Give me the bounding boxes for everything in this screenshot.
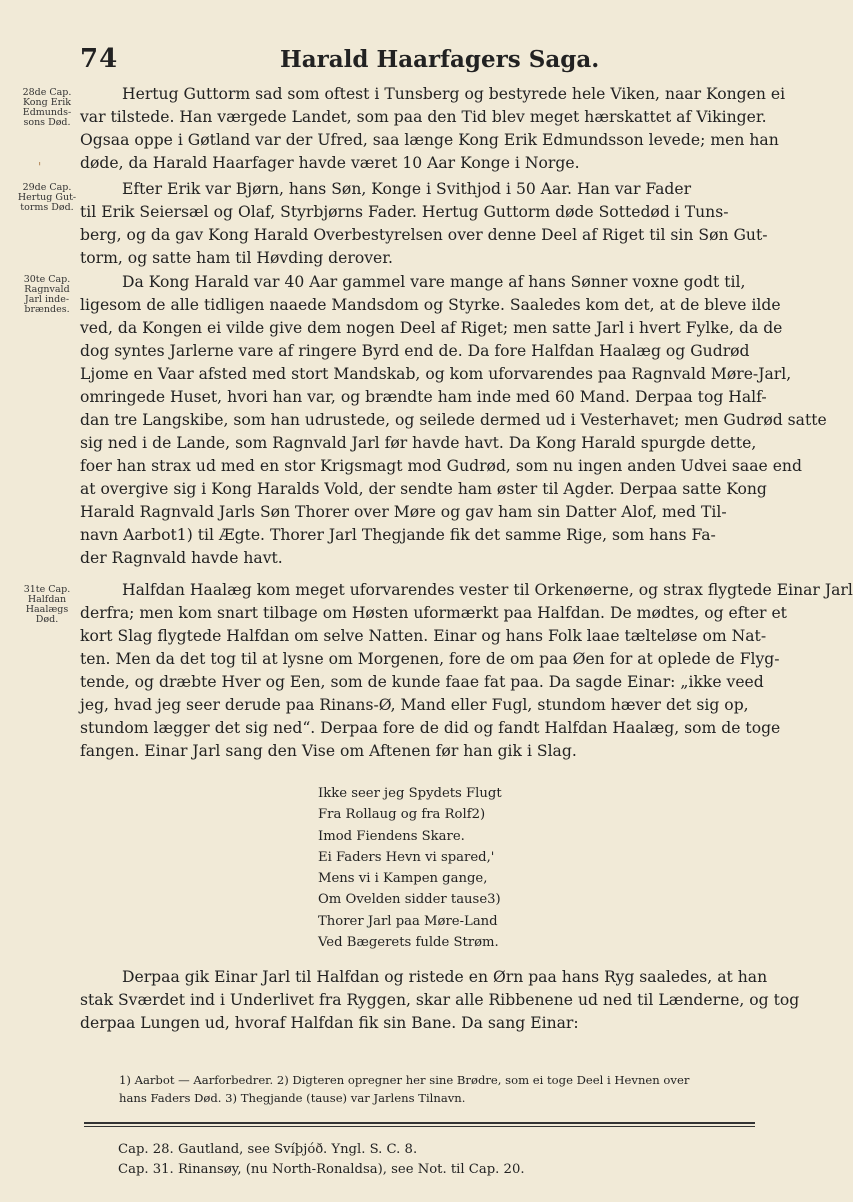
text-line: at overgive sig i Kong Haralds Vold, der sendte ham øster til Agder. Derpaa satte Kong: [80, 480, 767, 498]
text-line: derfra; men kom snart tilbage om Høsten uformærkt paa Halfdan. De mødtes, og efter et: [80, 604, 787, 622]
poem-verse: [318, 783, 502, 953]
margin-note-line: sons Død.: [23, 117, 71, 128]
text-line: omringede Huset, hvori han var, og brændte ham inde med 60 Mand. Derpaa tog Half-: [80, 388, 767, 406]
closing-paragraph: [80, 966, 800, 1035]
text-line: Halfdan Haalæg kom meget uforvarendes vester til Orkenøerne, og strax flygtede Einar Jarl: [122, 581, 853, 599]
stray-mark: ': [38, 160, 42, 174]
reference-line: Cap. 28. Gautland, see Svíþjóð. Yngl. S. C. 8.: [118, 1142, 418, 1157]
chapter-references: [118, 1140, 758, 1180]
margin-note-line: Edmunds-: [22, 107, 72, 118]
margin-note-cap-28: [14, 88, 80, 128]
reference-line: Cap. 31. Rinansøy, (nu North-Ronaldsa), see Not. til Cap. 20.: [118, 1162, 525, 1177]
margin-note-cap-30: [14, 275, 80, 315]
text-line: Harald Ragnvald Jarls Søn Thorer over Møre og gav ham sin Datter Alof, med Til-: [80, 503, 727, 521]
text-line: berg, og da gav Kong Harald Overbestyrelsen over denne Deel af Riget til sin Søn Gut-: [80, 226, 768, 244]
poem-line: Om Ovelden sidder tause3): [318, 892, 501, 908]
text-line: fangen. Einar Jarl sang den Vise om Aftenen før han gik i Slag.: [80, 742, 577, 760]
footnote-line: hans Faders Død. 3) Thegjande (tause) var Jarlens Tilnavn.: [119, 1091, 466, 1105]
footnotes: [119, 1071, 759, 1107]
poem-line: Ikke seer jeg Spydets Flugt: [318, 786, 502, 801]
chapter-30-text: [80, 271, 827, 570]
text-line: torm, og satte ham til Høvding derover.: [80, 249, 393, 267]
footnote-line: 1) Aarbot — Aarforbedrer. 2) Digteren opregner her sine Brødre, som ei toge Deel i Hevnen over: [119, 1073, 690, 1087]
text-line: Derpaa gik Einar Jarl til Halfdan og ristede en Ørn paa hans Ryg saaledes, at han: [122, 968, 768, 986]
text-line: navn Aarbot1) til Ægte. Thorer Jarl Thegjande fik det samme Rige, som hans Fa-: [80, 526, 716, 544]
text-line: stak Sværdet ind i Underlivet fra Ryggen, skar alle Ribbenene ud ned til Lænderne, og tog: [80, 991, 800, 1009]
margin-note-line: 31te Cap.: [23, 584, 71, 595]
poem-line: Thorer Jarl paa Møre-Land: [318, 913, 498, 929]
text-line: stundom lægger det sig ned“. Derpaa fore de did og fandt Halfdan Haalæg, som de toge: [80, 719, 781, 737]
poem-line: Mens vi i Kampen gange,: [318, 871, 488, 887]
text-line: Efter Erik var Bjørn, hans Søn, Konge i Svithjod i 50 Aar. Han var Fader: [122, 180, 692, 198]
margin-note-line: Halfdan: [27, 594, 67, 605]
text-line: var tilstede. Han værgede Landet, som paa den Tid blev meget hærskattet af Vikinger.: [80, 108, 767, 126]
margin-note-line: Kong Erik: [22, 97, 72, 108]
text-line: jeg, hvad jeg seer derude paa Rinans-Ø, Mand eller Fugl, stundom hæver det sig op,: [80, 696, 749, 714]
margin-note-line: torms Død.: [20, 202, 74, 213]
text-line: Ljome en Vaar afsted med stort Mandskab, og kom uforvarendes paa Ragnvald Møre-Jarl,: [80, 365, 792, 383]
chapter-31-text: [80, 579, 853, 763]
running-title: Harald Haarfagers Saga.: [280, 46, 600, 73]
margin-note-cap-29: [14, 183, 80, 213]
text-line: til Erik Seiersæl og Olaf, Styrbjørns Fader. Hertug Guttorm døde Sottedød i Tuns-: [80, 203, 729, 221]
text-line: derpaa Lungen ud, hvoraf Halfdan fik sin Bane. Da sang Einar:: [80, 1014, 579, 1032]
text-line: Hertug Guttorm sad som oftest i Tunsberg og bestyrede hele Viken, naar Kongen ei: [122, 85, 786, 103]
text-line: foer han strax ud med en stor Krigsmagt mod Gudrød, som nu ingen anden Udvei saae end: [80, 457, 802, 475]
text-line: sig ned i de Lande, som Ragnvald Jarl før havde havt. Da Kong Harald spurgde dette,: [80, 434, 757, 452]
margin-note-line: 28de Cap.: [22, 87, 72, 98]
text-line: ved, da Kongen ei vilde give dem nogen Deel af Riget; men satte Jarl i hvert Fylke, da de: [80, 319, 783, 337]
chapter-28-text: [80, 83, 786, 175]
margin-note-line: brændes.: [24, 304, 70, 315]
page-number: 74: [80, 44, 119, 74]
poem-line: Imod Fiendens Skare.: [318, 828, 465, 844]
margin-note-line: Jarl inde-: [24, 294, 70, 305]
margin-note-line: 29de Cap.: [22, 182, 72, 193]
divider-rule: [84, 1122, 755, 1124]
text-line: døde, da Harald Haarfager havde været 10 Aar Konge i Norge.: [80, 154, 580, 172]
text-line: Ogsaa oppe i Gøtland var der Ufred, saa længe Kong Erik Edmundsson levede; men han: [80, 131, 779, 149]
text-line: dan tre Langskibe, som han udrustede, og seilede dermed ud i Vesterhavet; men Gudrød satte: [80, 411, 827, 429]
page-header: [0, 44, 771, 78]
margin-note-cap-31: [14, 585, 80, 625]
poem-line: Ei Faders Hevn vi spared,': [318, 849, 495, 865]
text-line: tende, og dræbte Hver og Een, som de kunde faae fat paa. Da sagde Einar: „ikke veed: [80, 673, 764, 691]
margin-note-line: Død.: [35, 614, 59, 625]
margin-note-line: Haalægs: [25, 604, 69, 615]
margin-note-line: Hertug Gut-: [17, 192, 77, 203]
text-line: Da Kong Harald var 40 Aar gammel vare mange af hans Sønner voxne godt til,: [122, 273, 746, 291]
chapter-29-text: [80, 178, 768, 270]
text-line: der Ragnvald havde havt.: [80, 549, 283, 567]
margin-note-line: Ragnvald: [24, 284, 70, 295]
text-line: ligesom de alle tidligen naaede Mandsdom og Styrke. Saaledes kom det, at de bleve ilde: [80, 296, 781, 314]
text-line: kort Slag flygtede Halfdan om selve Natten. Einar og hans Folk laae tælteløse om Nat-: [80, 627, 767, 645]
text-line: ten. Men da det tog til at lysne om Morgenen, fore de om paa Øen for at oplede de Flyg-: [80, 650, 780, 668]
margin-note-line: 30te Cap.: [23, 274, 71, 285]
divider-rule-thin: [84, 1126, 755, 1127]
poem-line: Fra Rollaug og fra Rolf2): [318, 807, 486, 823]
poem-line: Ved Bægerets fulde Strøm.: [318, 935, 499, 951]
text-line: dog syntes Jarlerne vare af ringere Byrd end de. Da fore Halfdan Haalæg og Gudrød: [80, 342, 750, 360]
